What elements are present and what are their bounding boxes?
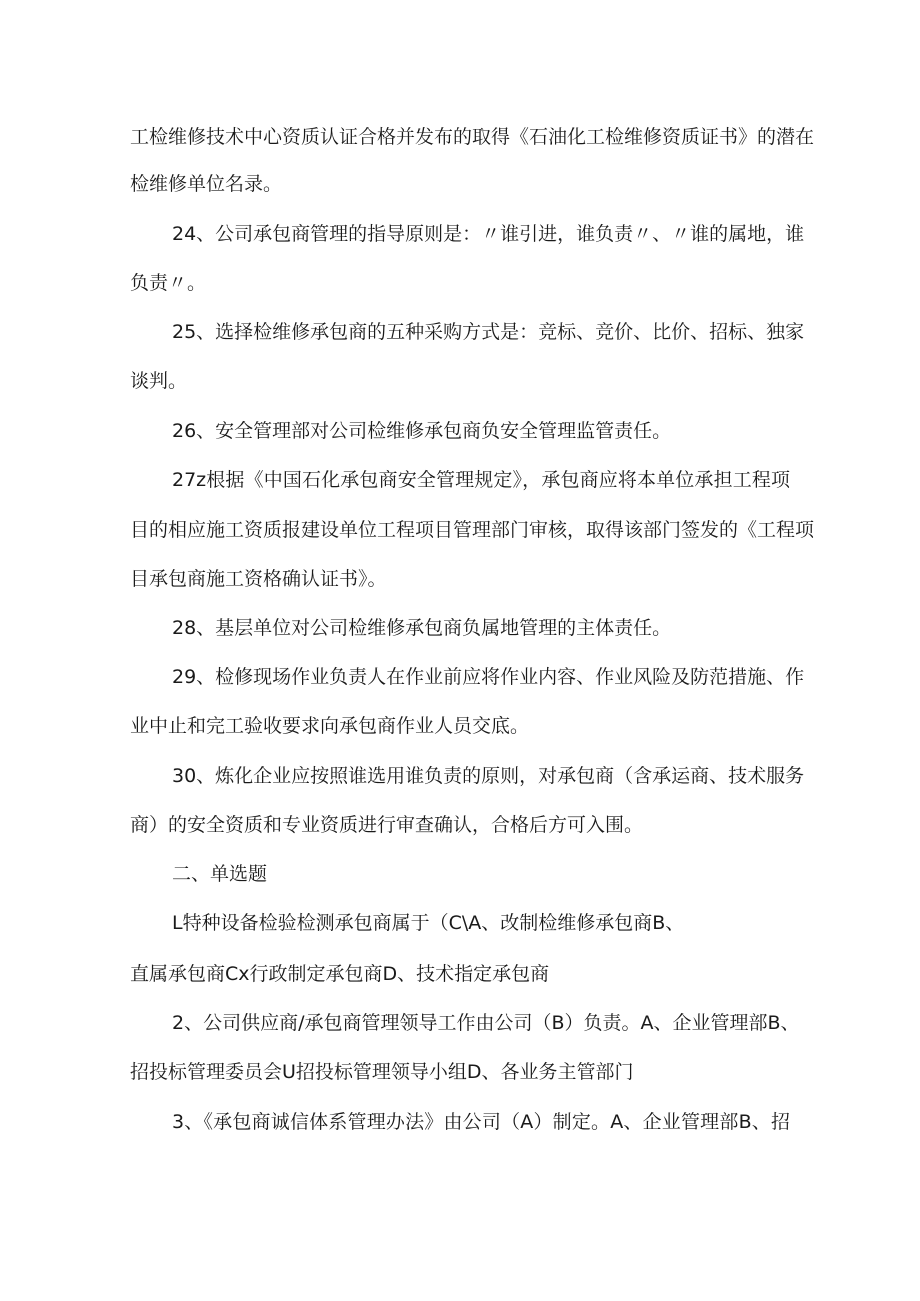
text-line-2: 检维修单位名录。 bbox=[130, 173, 283, 195]
text-line-7: 26、安全管理部对公司检维修承包商负安全管理监管责任。 bbox=[172, 420, 672, 442]
section-heading: 二、单选题 bbox=[172, 863, 268, 885]
text-line-9: 目的相应施工资质报建设单位工程项目管理部门审核，取得该部门签发的《工程项 bbox=[130, 519, 815, 541]
text-line-12: 29、检修现场作业负责人在作业前应将作业内容、作业风险及防范措施、作 bbox=[172, 666, 805, 688]
text-line-14: 30、炼化企业应按照谁选用谁负责的原则，对承包商（含承运商、技术服务 bbox=[172, 765, 805, 787]
text-line-3: 24、公司承包商管理的指导原则是：〃谁引进，谁负责〃、〃谁的属地，谁 bbox=[172, 223, 805, 245]
text-line-15: 商）的安全资质和专业资质进行审查确认，合格后方可入围。 bbox=[130, 814, 644, 836]
text-line-8: 27z根据《中国石化承包商安全管理规定》，承包商应将本单位承担工程项 bbox=[172, 469, 790, 491]
text-line-4: 负责〃。 bbox=[130, 272, 207, 294]
text-line-21: 3、《承包商诚信体系管理办法》由公司（A）制定。A、企业管理部B、招 bbox=[172, 1111, 790, 1133]
text-line-20: 招投标管理委员会U招投标管理领导小组D、各业务主管部门 bbox=[130, 1061, 634, 1083]
text-line-18: 直属承包商Cx行政制定承包商D、技术指定承包商 bbox=[130, 963, 550, 985]
text-line-19: 2、公司供应商/承包商管理领导工作由公司（B）负责。A、企业管理部B、 bbox=[172, 1012, 800, 1034]
text-line-5: 25、选择检维修承包商的五种采购方式是：竞标、竞价、比价、招标、独家 bbox=[172, 321, 805, 343]
text-line-10: 目承包商施工资格确认证书》。 bbox=[130, 568, 387, 590]
text-line-13: 业中止和完工验收要求向承包商作业人员交底。 bbox=[130, 715, 530, 737]
text-line-1: 工检维修技术中心资质认证合格并发布的取得《石油化工检维修资质证书》的潜在 bbox=[130, 126, 815, 148]
text-line-17: L特种设备检验检测承包商属于（C\A、改制检维修承包商B、 bbox=[172, 912, 685, 934]
text-line-6: 谈判。 bbox=[130, 370, 188, 392]
text-line-11: 28、基层单位对公司检维修承包商负属地管理的主体责任。 bbox=[172, 617, 672, 639]
